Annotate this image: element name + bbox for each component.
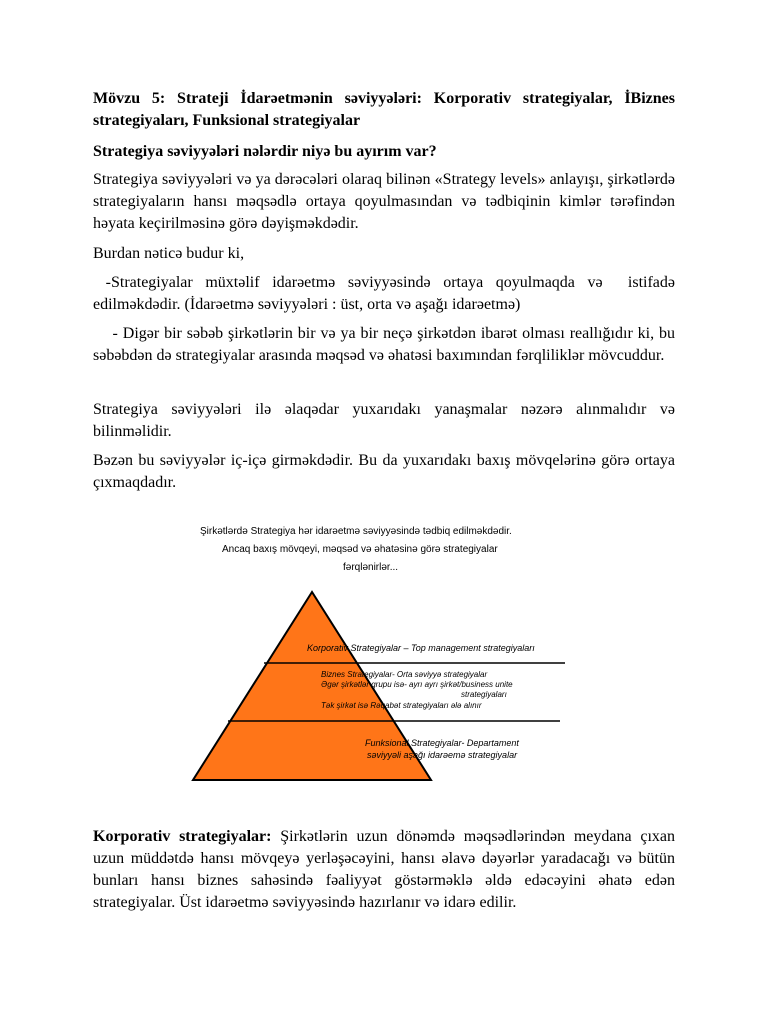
document-title: Mövzu 5: Strateji İdarəetmənin səviyyələri: Korporativ strategiyalar, İBiznes strategiyaları, Funksional strategiyalar — [93, 90, 675, 129]
pyramid-level-business-line-3: strategiyaları — [461, 690, 507, 699]
paragraph-approaches: Strategiya səviyyələri ilə əlaqədar yuxarıdakı yanaşmalar nəzərə alınmalıdır və bilinməlidir. — [93, 401, 675, 440]
pyramid-level-business-line-4: Tək şirkət isə Rəqabət strategiyaları ələ alınır — [321, 701, 482, 710]
diagram-caption-line-1: Şirkətlərdə Strategiya hər idarəetmə səviyyəsində tədbiq edilməkdədir. — [200, 526, 512, 537]
pyramid-level-business-line-2: Əgər şirkətlər qrupu isə- ayrı ayrı şirkət/business unite — [321, 680, 513, 689]
corporate-strategies-term: Korporativ strategiyalar: — [93, 828, 272, 845]
pyramid-level-functional-line-1: Funksional Strategiyalar- Departament — [365, 738, 519, 748]
paragraph-strategy-levels: Strategiya səviyyələri və ya dərəcələri olaraq bilinən «Strategy levels» anlayışı, şirkətlərdə strategiyaların hansı məqsədlə ortaya qoyulmasından və tədbiqinin kimlər tərəfindən həyata keçirilməsinə görə dəyişməkdədir. — [93, 171, 675, 232]
pyramid-level-corporate: Korporativ Strategiyalar – Top management strategiyaları — [307, 643, 535, 653]
paragraph-management-levels: -Strategiyalar müxtəlif idarəetmə səviyyəsində ortaya qoyulmaqda və istifadə edilməkdədir. (İdarəetmə səviyyələri : üst, orta və aşağı idarəetmə) — [93, 274, 680, 313]
paragraph-corporate-strategies — [93, 826, 675, 914]
paragraph-company-structure: - Digər bir səbəb şirkətlərin bir və ya bir neçə şirkətdən ibarət olması reallığıdır ki, bu səbəbdən də strategiyalar arasında məqsəd və əhatəsi baxımından fərqliliklər mövcuddur. — [93, 325, 679, 364]
diagram-caption-line-2: Ancaq baxış mövqeyi, məqsəd və əhatəsinə görə strategiyalar — [222, 544, 498, 555]
paragraph-conclusion-intro: Burdan nəticə budur ki, — [93, 245, 245, 262]
pyramid-level-functional-line-2: səviyyəli aşağı idarəemə strategiyalar — [367, 750, 518, 760]
corporate-strategies-definition: Şirkətlərin uzun dönəmdə məqsədlərindən meydana çıxan uzun müddətdə hansı mövqeyə yerləşəcəyini, hansı əlavə dəyərlər yaradacağı və bütün bunları hansı biznes sahəsində fəaliyyət göstərməklə əldə edəcəyini əhatə edən strategiyalar. Üst idarəetmə səviyyəsində hazırlanır və idarə edilir. — [93, 828, 675, 911]
section-subheading: Strategiya səviyyələri nələrdir niyə bu ayırım var? — [93, 143, 437, 160]
diagram-caption-line-3: fərqlənirlər... — [343, 562, 399, 573]
pyramid-level-business-line-1: Biznes Strategiyalar- Orta səviyyə strategiyalar — [321, 670, 488, 679]
paragraph-overlap: Bəzən bu səviyyələr iç-içə girməkdədir. Bu da yuxarıdakı baxış mövqelərinə görə ortaya çıxmaqdadır. — [93, 452, 675, 491]
